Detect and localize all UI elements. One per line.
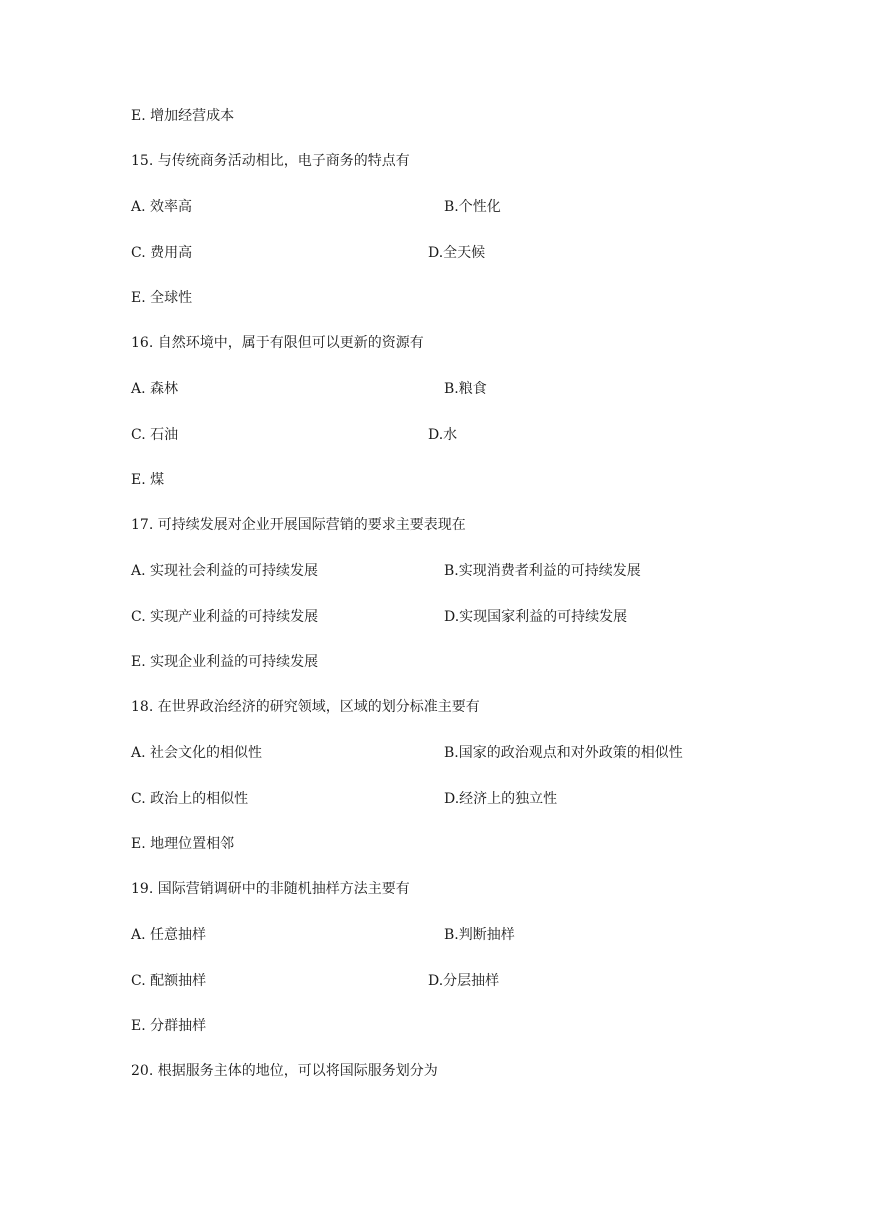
question-15: 15. 与传统商务活动相比，电子商务的特点有 xyxy=(131,153,410,169)
q19-option-a: A. 任意抽样 xyxy=(131,927,207,943)
q16-option-e: E. 煤 xyxy=(131,472,165,488)
q19-option-d: D.分层抽样 xyxy=(428,973,500,989)
question-18: 18. 在世界政治经济的研究领域，区域的划分标准主要有 xyxy=(131,699,480,715)
q17-option-a: A. 实现社会利益的可持续发展 xyxy=(131,563,319,579)
q15-option-d: D.全天候 xyxy=(428,245,486,261)
question-19: 19. 国际营销调研中的非随机抽样方法主要有 xyxy=(131,881,410,897)
q16-option-d: D.水 xyxy=(428,427,458,443)
q16-option-b: B.粮食 xyxy=(444,381,487,397)
q17-option-e: E. 实现企业利益的可持续发展 xyxy=(131,654,319,670)
q17-option-b: B.实现消费者利益的可持续发展 xyxy=(444,563,641,579)
question-16: 16. 自然环境中，属于有限但可以更新的资源有 xyxy=(131,335,424,351)
option-e-prev: E. 增加经营成本 xyxy=(131,108,235,124)
q16-option-c: C. 石油 xyxy=(131,427,179,443)
q15-option-a: A. 效率高 xyxy=(131,199,193,215)
q17-option-d: D.实现国家利益的可持续发展 xyxy=(444,609,628,625)
q15-option-b: B.个性化 xyxy=(444,199,501,215)
q17-option-c: C. 实现产业利益的可持续发展 xyxy=(131,609,319,625)
q18-option-d: D.经济上的独立性 xyxy=(444,791,558,807)
q18-option-c: C. 政治上的相似性 xyxy=(131,791,249,807)
q19-option-c: C. 配额抽样 xyxy=(131,973,207,989)
question-20: 20. 根据服务主体的地位，可以将国际服务划分为 xyxy=(131,1063,438,1079)
q18-option-e: E. 地理位置相邻 xyxy=(131,836,235,852)
q18-option-a: A. 社会文化的相似性 xyxy=(131,745,263,761)
q18-option-b: B.国家的政治观点和对外政策的相似性 xyxy=(444,745,683,761)
q15-option-c: C. 费用高 xyxy=(131,245,193,261)
question-17: 17. 可持续发展对企业开展国际营销的要求主要表现在 xyxy=(131,517,466,533)
q16-option-a: A. 森林 xyxy=(131,381,179,397)
q19-option-b: B.判断抽样 xyxy=(444,927,515,943)
q19-option-e: E. 分群抽样 xyxy=(131,1018,207,1034)
q15-option-e: E. 全球性 xyxy=(131,290,193,306)
